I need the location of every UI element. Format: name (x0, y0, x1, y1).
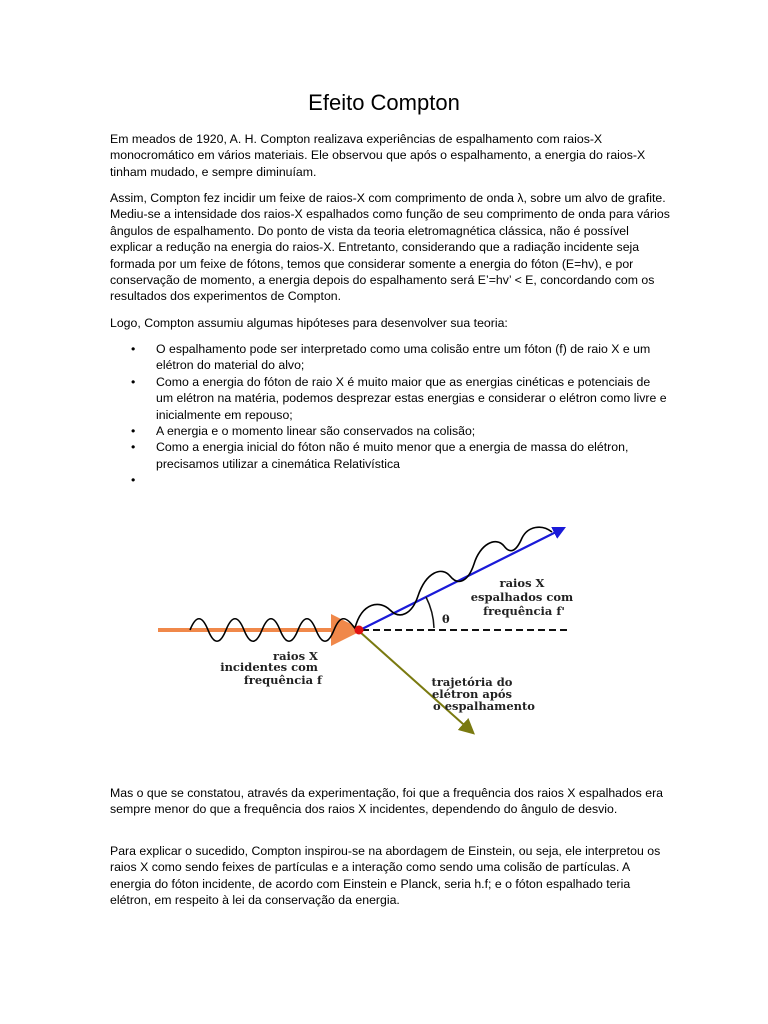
bullet-icon: • (131, 440, 136, 455)
bullet-icon: • (131, 473, 136, 488)
bullet-icon: • (131, 342, 136, 356)
paragraph-intro: Em meados de 1920, A. H. Compton realizava experiências de espalhamento com raios-X monocromático em vários materiais. Ele observou que após o espalhamento, a energia do raios-X tinham mudado, e sempre diminuíam. (110, 132, 646, 179)
list-item-text: A energia e o momento linear são conservados na colisão; (156, 424, 476, 439)
paragraph-hypotheses-intro: Logo, Compton assumiu algumas hipóteses para desenvolver sua teoria: (110, 316, 508, 330)
list-item-text: Como a energia do fóton de raio X é muito maior que as energias cinéticas e potenciais de um elétron na matéria, podemos desprezar estas energias e considerar o elétron como livre e inicialmente em repouso; (156, 374, 667, 422)
bullet-icon: • (131, 374, 136, 389)
paragraph-experiment: Assim, Compton fez incidir um feixe de raios-X com comprimento de onda λ, sobre um alvo de grafite. Mediu-se a intensidade dos raios-X espalhados como função de seu comprimento de onda para vários ângulos de espalhamento. Do ponto de vista da teoria eletromagnética clássica, não é possível explicar a redução na energia do raios-X. Entretanto, considerando que a radiação incidente seja formada por um feixe de fótons, temos que considerar somente a energia do fóton (E=hv), e por conservação de momento, a energia depois do espalhamento será E’=hv’ < E, concordando com os resultados dos experimentos de Compton. (110, 191, 670, 304)
incident-label: raios X incidentes com frequência f (220, 649, 322, 687)
collision-point (355, 626, 364, 635)
angle-arc (426, 597, 434, 628)
list-item-text (156, 473, 159, 487)
list-item (110, 374, 670, 423)
electron-label: trajetória do elétron após o espalhamento (431, 675, 535, 713)
paragraph-explanation: Para explicar o sucedido, Compton inspirou-se na abordagem de Einstein, ou seja, ele interpretou os raios X como sendo feixes de partículas e a interação como sendo uma colisão de partículas. A energia do fóton incidente, de acordo com Einstein e Planck, seria h.f; e o fóton espalhado teria elétron, em respeito à lei da conservação da energia. (110, 844, 661, 908)
list-item-text: O espalhamento pode ser interpretado como uma colisão entre um fóton (f) de raio X e um elétron do material do alvo; (156, 342, 651, 373)
list-item (110, 341, 670, 374)
hypotheses-list (110, 341, 670, 489)
angle-label: θ (442, 612, 450, 626)
list-item (110, 439, 670, 472)
list-item (110, 423, 670, 439)
list-item-text: Como a energia inicial do fóton não é muito menor que a energia de massa do elétron, precisamos utilizar a cinemática Relativística (156, 440, 629, 471)
bullet-icon: • (131, 424, 136, 439)
page-title: Efeito Compton (308, 90, 460, 115)
paragraph-observation: Mas o que se constatou, através da experimentação, foi que a frequência dos raios X espalhados era sempre menor do que a frequência dos raios X incidentes, dependendo do ângulo de desvio. (110, 786, 664, 817)
scattered-label: raios X espalhados com frequência f' (470, 576, 574, 618)
compton-scattering-diagram (150, 510, 590, 750)
list-item (110, 472, 670, 488)
